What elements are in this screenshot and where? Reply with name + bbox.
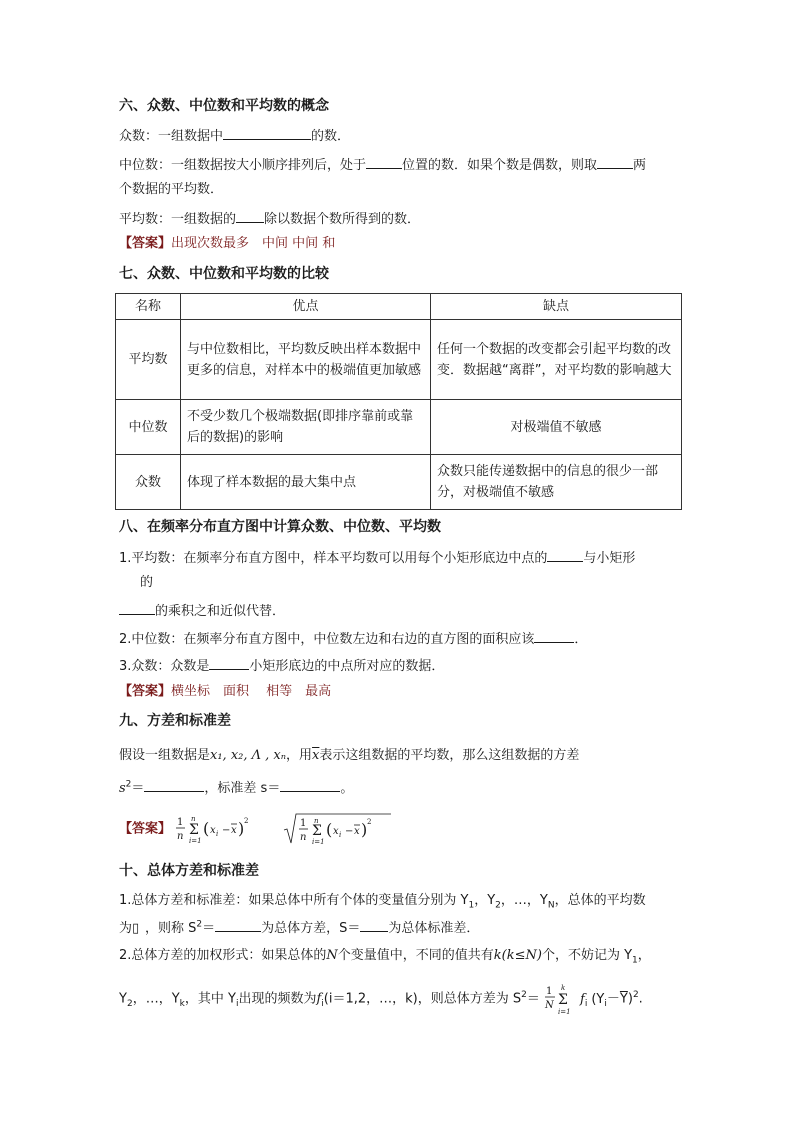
row-name: 中位数 <box>116 400 181 455</box>
std-formula-image <box>283 812 393 846</box>
equals-sign: ＝ <box>526 991 540 1007</box>
hist-mode-text-b: 小矩形底边的中点所对应的数据． <box>249 659 445 674</box>
blank-pop-variance <box>215 918 261 932</box>
median-definition-cont: 个数据的平均数． <box>119 182 224 197</box>
svg-text:i: i <box>339 831 342 839</box>
row-name: 众数 <box>116 455 181 510</box>
equals-sign: ＝ <box>202 921 216 936</box>
table-header: 缺点 <box>431 294 682 320</box>
svg-text:k: k <box>561 984 566 992</box>
svg-text:i: i <box>216 830 219 838</box>
row-con: 任何一个数据的改变都会引起平均数的改变．数据越“离群”，对平均数的影响越大 <box>431 320 682 400</box>
svg-text:2: 2 <box>244 817 249 825</box>
svg-text:x: x <box>333 826 339 837</box>
mode-definition <box>119 126 350 146</box>
histogram-mean-line-wrap: 的 <box>140 575 154 590</box>
weighted-variance-line-2: $Y_2$，…，$Y_k$，其中 $Y_i$出现的频数为$f_i(i=1,2$，…，k)，则总体方差为 $S^2=$ 1 N Σ k i=1 $f_i$ $(Y_i-\overline{Y})^2$. <box>119 984 643 1016</box>
svg-text:Σ: Σ <box>189 822 200 838</box>
weighted-text-d: 出现的频数为 <box>238 991 317 1007</box>
median-text-a: 中位数：一组数据按大小顺序排列后，处于 <box>119 158 367 173</box>
answer-text: 出现次数最多 中间 中间 和 <box>171 236 336 251</box>
pop-text-c: ，…，Y <box>500 893 548 908</box>
svg-text:x: x <box>231 825 237 836</box>
section-8-answer <box>119 683 331 701</box>
weighted-text-h: (Y <box>591 991 605 1007</box>
weighted-text-f: ， <box>637 948 651 963</box>
weighted-N: N <box>326 948 338 963</box>
hist-median-text-b: ． <box>574 632 588 647</box>
hist-mean-text-d: 的乘积之和近似代替． <box>155 604 286 619</box>
xbar-symbol: $\overline{x}$ <box>312 748 320 763</box>
svg-text:n: n <box>300 832 307 843</box>
weighted-text-a: 2.总体方差的加权形式：如果总体的 <box>119 948 327 963</box>
svg-text:−: − <box>345 826 354 837</box>
variance-formula-image <box>175 812 265 846</box>
histogram-mode-line <box>119 656 444 676</box>
svg-text:Σ: Σ <box>558 992 568 1008</box>
pop-text-b: ，Y <box>474 893 496 908</box>
mode-text-a: 众数：一组数据中 <box>119 129 224 144</box>
weighted-Y2: Y <box>119 991 127 1007</box>
table-row <box>116 320 682 400</box>
blank-hist-2 <box>119 601 155 615</box>
svg-text:2: 2 <box>367 818 372 826</box>
ybar-symbol-glyph: ▯ <box>132 921 140 936</box>
svg-text:1: 1 <box>177 817 184 828</box>
svg-text:(: ( <box>203 819 210 838</box>
s-exponent: 2 <box>125 779 132 790</box>
answer-text: 横坐标 面积 相等 最高 <box>171 684 332 699</box>
svg-text:): ) <box>238 819 245 838</box>
population-variance-line-2: 为▯ ，则称 $S^2=$ 为总体方差，S＝ 为总体标准差． <box>119 919 480 936</box>
svg-text:(: ( <box>326 820 333 839</box>
answer-tag: 【答案】 <box>119 821 172 837</box>
row-pro: 不受少数几个极端数据(即排序靠前或靠后的数据)的影响 <box>181 400 431 455</box>
row-pro: 与中位数相比，平均数反映出样本数据中更多的信息，对样本中的极端值更加敏感 <box>181 320 431 400</box>
table-row <box>116 400 682 455</box>
section-9-title: 九、方差和标准差 <box>119 713 231 729</box>
weighted-k: k(k≤N) <box>493 948 542 963</box>
section-6-title: 六、众数、中位数和平均数的概念 <box>119 98 329 114</box>
svg-text:i=1: i=1 <box>558 1008 571 1016</box>
weighted-sum-image <box>544 982 578 1016</box>
histogram-mean-line-2 <box>119 601 285 621</box>
svg-text:1: 1 <box>300 818 307 829</box>
histogram-median-line <box>119 629 587 649</box>
mean-text-b: 除以数据个数所得到的数． <box>264 212 421 227</box>
comparison-table <box>115 293 682 510</box>
blank-median-1 <box>366 155 402 169</box>
svg-text:n: n <box>177 831 184 842</box>
median-text-c: 两 <box>633 158 647 173</box>
variance-intro-line <box>119 747 579 765</box>
row-name: 平均数 <box>116 320 181 400</box>
table-row <box>116 455 682 510</box>
svg-text:Σ: Σ <box>312 823 323 839</box>
variance-formula-line <box>119 778 353 798</box>
blank-mode <box>223 126 311 140</box>
section-8-title: 八、在频率分布直方图中计算众数、中位数、平均数 <box>119 519 441 535</box>
hist-mean-text-a: 1.平均数：在频率分布直方图中，样本平均数可以用每个小矩形底边中点的 <box>119 551 548 566</box>
median-definition <box>119 155 646 175</box>
pop-text-h: 为总体标准差． <box>388 921 480 936</box>
mean-definition <box>119 209 420 229</box>
table-header: 名称 <box>116 294 181 320</box>
section-10-title: 十、总体方差和标准差 <box>119 863 259 879</box>
blank-hist-1 <box>547 548 583 562</box>
population-variance-line-1: 1.总体方差和标准差：如果总体中所有个体的变量值分别为 $Y_1$，$Y_2$，…，$Y_N$，总体的平均数 <box>119 893 646 911</box>
weighted-variance-line-1: 2.总体方差的加权形式：如果总体的N个变量值中，不同的值共有k(k≤N)个，不妨记为 $Y_1$， <box>119 948 651 966</box>
weighted-paren: ) <box>627 991 633 1007</box>
row-con: 对极端值不敏感 <box>431 400 682 455</box>
svg-text:1: 1 <box>546 986 553 997</box>
weighted-text-f2: (i＝1,2，…，k)，则总体方差为 S <box>323 991 522 1007</box>
svg-text:n: n <box>314 817 319 825</box>
blank-std <box>280 778 340 792</box>
blank-hist-3 <box>534 629 574 643</box>
variance-text-c: 表示这组数据的平均数，那么这组数据的方差 <box>319 748 580 763</box>
histogram-mean-line <box>119 548 635 568</box>
pop-text-d: ，总体的平均数 <box>554 893 646 908</box>
section-7-title: 七、众数、中位数和平均数的比较 <box>119 266 329 282</box>
svg-text:i=1: i=1 <box>189 837 202 845</box>
table-header-row <box>116 294 682 320</box>
table-header: 优点 <box>181 294 431 320</box>
period: 。 <box>340 781 354 796</box>
section-6-answer <box>119 235 335 253</box>
blank-hist-4 <box>209 656 249 670</box>
weighted-period: . <box>638 991 643 1007</box>
svg-text:x: x <box>210 825 216 836</box>
s-symbol: s <box>119 781 126 796</box>
mode-text-b: 的数． <box>311 129 351 144</box>
weighted-Yk: ，…，Y <box>132 991 180 1007</box>
blank-pop-std <box>360 918 388 932</box>
row-pro: 体现了样本数据的最大集中点 <box>181 455 431 510</box>
mean-text-a: 平均数：一组数据的 <box>119 212 237 227</box>
variance-text-b: ，用 <box>286 748 313 763</box>
blank-median-2 <box>597 155 633 169</box>
section-9-answer <box>119 812 393 847</box>
blank-mean <box>236 209 264 223</box>
svg-text:i=1: i=1 <box>312 838 325 846</box>
answer-tag: 【答案】 <box>119 684 172 699</box>
weighted-text-c2: ，其中 Y <box>184 991 236 1007</box>
pop-text-a: 1.总体方差和标准差：如果总体中所有个体的变量值分别为 Y <box>119 893 469 908</box>
std-text: ，标准差 s＝ <box>204 781 281 796</box>
weighted-Ybar: $\overline{Y}$ <box>619 991 628 1007</box>
blank-variance <box>144 778 204 792</box>
equals-sign: ＝ <box>131 781 145 796</box>
weighted-text-c: 个变量值中，不同的值共有 <box>337 948 494 963</box>
weighted-minus: － <box>606 991 620 1007</box>
pop-text-e: 为 <box>119 921 133 936</box>
svg-text:): ) <box>361 820 368 839</box>
hist-mean-text-b: 与小矩形 <box>583 551 636 566</box>
answer-tag: 【答案】 <box>119 236 172 251</box>
median-text-b: 位置的数．如果个数是偶数，则取 <box>402 158 598 173</box>
svg-text:N: N <box>545 1000 554 1011</box>
weighted-f: f <box>316 991 322 1007</box>
weighted-text-e: 个，不妨记为 Y <box>541 948 633 963</box>
pop-text-f: ，则称 S <box>145 921 197 936</box>
hist-median-text-a: 2.中位数：在频率分布直方图中，中位数左边和右边的直方图的面积应该 <box>119 632 535 647</box>
svg-text:n: n <box>191 815 196 823</box>
svg-text:−: − <box>222 825 231 836</box>
row-con: 众数只能传递数据中的信息的很少一部分，对极端值不敏感 <box>431 455 682 510</box>
hist-mode-text-a: 3.众数：众数是 <box>119 659 210 674</box>
variance-text-a: 假设一组数据是 <box>119 748 211 763</box>
pop-text-g: 为总体方差，S＝ <box>261 921 361 936</box>
data-list: x₁, x₂, Λ , xₙ <box>210 748 287 763</box>
svg-text:x: x <box>354 826 360 837</box>
